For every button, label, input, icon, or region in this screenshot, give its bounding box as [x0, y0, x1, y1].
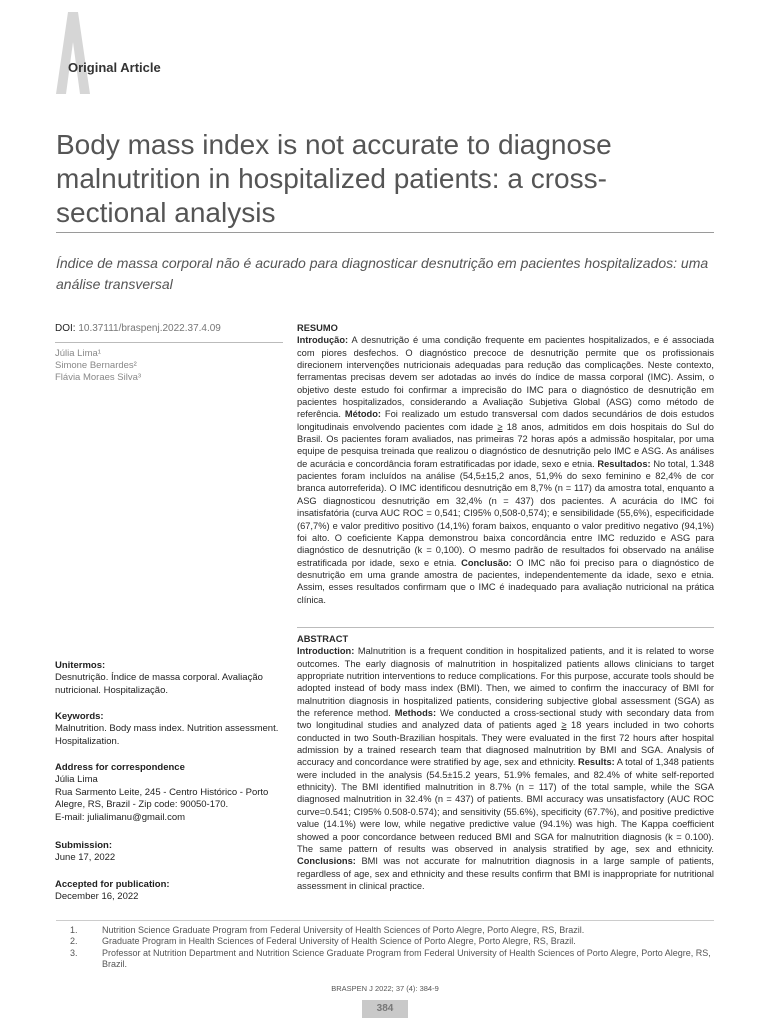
correspondence-heading: Address for correspondence	[55, 762, 185, 773]
submission-date: June 17, 2022	[55, 852, 116, 864]
resumo-heading: RESUMO	[297, 323, 338, 333]
author-name: Júlia Lima¹	[55, 348, 101, 359]
footnote-divider	[56, 920, 714, 921]
submission-block	[55, 840, 283, 865]
title-divider	[56, 232, 714, 233]
author-name: Simone Bernardes²	[55, 360, 137, 371]
affiliation-footnotes	[70, 925, 720, 971]
resumo-geq-symbol: ≥	[497, 421, 503, 432]
unitermos-text: Desnutrição. Índice de massa corporal. Avaliação nutricional. Hospitalização.	[55, 672, 263, 696]
doi-link[interactable]: 10.37111/braspenj.2022.37.4.09	[78, 323, 221, 334]
article-subtitle: Índice de massa corporal não é acurado para diagnosticar desnutrição em pacientes hospitalizados: uma análise transversal	[56, 255, 709, 292]
abstract-intro-label: Introduction:	[297, 646, 355, 657]
journal-reference: BRASPEN J 2022; 37 (4): 384-9	[331, 984, 439, 993]
footnote-number: 2.	[70, 936, 78, 947]
section-letter-a-logo	[56, 12, 90, 94]
correspondence-address: Rua Sarmento Leite, 245 - Centro Histórico - Porto Alegre, RS, Brazil - Zip code: 90050-170.	[55, 786, 269, 811]
resumo-conclusion-label: Conclusão:	[456, 557, 512, 568]
resumo-intro-label: Introdução:	[297, 335, 349, 346]
abstract-section	[297, 633, 714, 892]
section-label: Original Article	[68, 60, 161, 75]
resumo-results: No total, 1.348 pacientes foram incluídos na análise (54,5±15,2 anos, 51,9% do sexo feminino e 82,4% de cor branca autorreferida). O IMC identificou desnutrição em 8,7% (n = 117) da amostra total, enquanto a ASG diagnosticou desnutrição em 32,4% (n = 437) dos pacientes. A acurácia do IMC foi insatisfatória (curva AUC ROC = 0,541; CI95% 0,508-0,574); e sensibilidade (55,6%), especificidade (67,7%) e valor preditivo positivo (14,1%) foram baixos, enquanto o valor preditivo negativo (94,1%) foi alto. O coeficiente Kappa demonstrou baixa concordância entre IMC reduzido e ASG para diagnóstico de desnutrição (k = 0,100). O mesmo padrão de resultados foi observado na análise estratificada por idade, sexo e etnia.	[297, 458, 715, 568]
unitermos-block	[55, 660, 283, 697]
author-name: Flávia Moraes Silva³	[55, 372, 142, 383]
correspondence-email[interactable]: E-mail: julialimanu@gmail.com	[55, 811, 186, 823]
abstract-geq-symbol: ≥	[561, 720, 567, 731]
resumo-method-a: Foi realizado um estudo transversal com dados secundários de dois estudos longitudinais envolvendo pacientes com idade	[297, 409, 714, 432]
footnote-item	[70, 925, 720, 936]
resumo-method-b: 18 anos, admitidos em dois hospitais do Sul do Brasil. Os pacientes foram avaliados, nas primeiras 72 horas após a admissão hospitalar, por uma equipe de pesquisa treinada que realizou o diagnóstico de desnutrição pelo IMC e ASG. As análises de acurácia e concordância foram estratificadas por idade, sexo e etnia.	[297, 421, 714, 469]
abstract-conclusion: BMI was not accurate for malnutrition diagnosis in a large sample of patients, regardless of age, sex and ethnicity and these results confirm that BMI is inappropriate for nutritional assessment in clinical practice.	[297, 856, 714, 891]
page-number-badge: 384	[362, 1000, 408, 1018]
resumo-results-label: Resultados:	[594, 458, 651, 469]
resumo-section	[297, 322, 714, 606]
author-list	[55, 348, 283, 384]
resumo-conclusion: O IMC não foi preciso para o diagnóstico de desnutrição em uma grande amostra de pacientes, independentemente da idade, sexo e etnia. Assim, esses resultados confirmam que o IMC é inadequado para avaliação nutricional na prática clínica.	[297, 557, 714, 605]
abstract-method-a: We conducted a cross-sectional study with secondary data from two longitudinal studies and analyzed data of patients aged	[297, 708, 714, 731]
footnote-text: Nutrition Science Graduate Program from Federal University of Health Sciences of Porto Alegre, Porto Alegre, RS, Brazil.	[102, 925, 585, 935]
submission-heading: Submission:	[55, 840, 113, 851]
abstract-conclusion-label: Conclusions:	[297, 856, 356, 867]
abstract-body	[297, 645, 714, 892]
accepted-heading: Accepted for publication:	[55, 879, 170, 890]
footnote-text: Graduate Program in Health Sciences of Federal University of Health Science of Porto Alegre, Porto Alegre, RS, Brazil.	[102, 936, 576, 947]
resumo-method-label: Método:	[340, 409, 381, 420]
accepted-block	[55, 879, 283, 904]
correspondence-block	[55, 762, 283, 824]
footnote-text: Professor at Nutrition Department and Nutrition Science Graduate Program from Federal University of Health Sciences of Porto Alegre, Porto Alegre, RS, Brazil.	[102, 947, 711, 970]
doi-line	[55, 323, 283, 336]
unitermos-heading: Unitermos:	[55, 660, 106, 671]
accepted-date: December 16, 2022	[55, 891, 139, 903]
correspondence-name: Júlia Lima	[55, 774, 98, 786]
footnote-number: 3.	[70, 947, 78, 958]
doi-label: DOI:	[55, 323, 76, 334]
resumo-intro: A desnutrição é uma condição frequente em pacientes hospitalizados, e é associada com piores desfechos. O diagnóstico precoce de desnutrição permite que os profissionais direcionem intervenções nutricionais adequadas para redução das complicações. Neste contexto, ferramentas precisas devem ser adotadas ao invés do índice de massa corporal (IMC). Assim, o objetivo deste estudo foi confirmar a imprecisão do IMC para o diagnóstico de desnutrição em pacientes hospitalizados, considerando a Avaliação Subjetiva Global (ASG) como método de referência.	[297, 335, 714, 420]
doi-divider	[55, 342, 283, 343]
footnote-item	[70, 936, 720, 947]
keywords-text: Malnutrition. Body mass index. Nutrition assessment. Hospitalization.	[55, 723, 279, 747]
resumo-body	[297, 334, 714, 606]
footnote-number: 1.	[70, 925, 78, 935]
abstract-heading: ABSTRACT	[297, 634, 349, 644]
abstract-method-b: 18 years included in two cohorts conducted in two South-Brazilian hospitals. They were evaluated in the first 72 hours after hospital admission by a trained research team that diagnosed malnutrition by BMI and SGA. Analysis of accuracy and concordance were stratified by age, sex and ethnicity.	[297, 720, 714, 768]
keywords-heading: Keywords:	[55, 711, 104, 722]
keywords-block	[55, 711, 283, 748]
abstract-intro: Malnutrition is a frequent condition in hospitalized patients, and it is related to worse outcomes. The early diagnosis of malnutrition in hospitalized patients allows clinicians to target appropriate nutrition interventions to reduce complications. For this purpose, accurate tools should be adopted instead of body mass index (BMI). Then, we aimed to confirm the inaccuracy of BMI for malnutrition diagnosis in hospitalized patients, considering subjective global assessment (SGA) as the reference method.	[297, 646, 714, 719]
article-title: Body mass index is not accurate to diagnose malnutrition in hospitalized patients: a cross-sectional analysis	[56, 129, 612, 228]
resumo-abstract-divider	[297, 627, 714, 628]
abstract-results-label: Results:	[575, 757, 615, 768]
abstract-results: A total of 1,348 patients were included in the analysis (54.5±15.2 years, 51.9% females, and 82.4% of white self-reported ethnicity). The BMI identified malnutrition in 8.7% (n = 117) of the total sample, while the SGA diagnosed malnutrition in 32.4% (n = 437) of patients. BMI accuracy was unsatisfactory (AUC ROC curve=0.541; CI95% 0.508-0.574); and sensitivity (55.6%), specificity (67.7%), and positive predictive value (14.1%) were low, while negative predictive value (94.1%) was high. The Kappa coefficient showed a poor concordance between reduced BMI and SGA for malnutrition diagnosis (k = 0.100). The same pattern of results was observed in analysis stratified by age, sex and ethnicity.	[297, 757, 714, 854]
abstract-method-label: Methods:	[390, 708, 437, 719]
footnote-item	[70, 948, 720, 971]
